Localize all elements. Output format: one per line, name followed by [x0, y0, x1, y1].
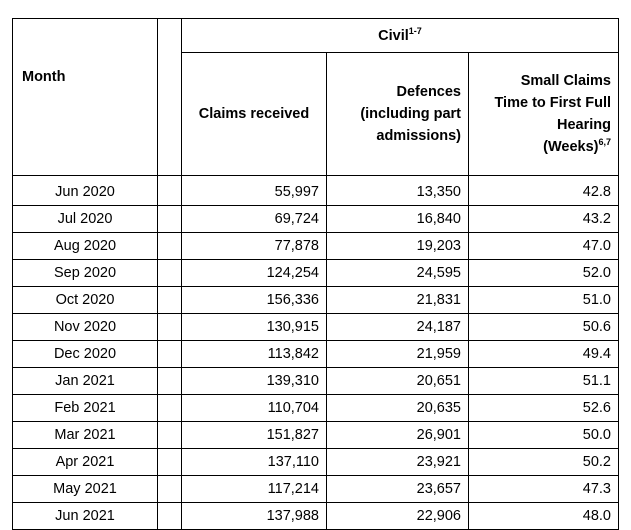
table-row — [13, 206, 619, 233]
table-row — [13, 449, 619, 476]
header-spacer — [158, 19, 182, 176]
cell-spacer — [158, 395, 182, 422]
cell-spacer — [158, 341, 182, 368]
header-small-line3: Hearing — [557, 117, 611, 133]
table-header — [13, 19, 619, 176]
cell-small-claims-weeks: 51.0 — [469, 287, 619, 314]
cell-spacer — [158, 287, 182, 314]
header-defences-line1: Defences — [396, 84, 461, 100]
cell-small-claims-weeks: 50.2 — [469, 449, 619, 476]
table-row — [13, 287, 619, 314]
cell-month: Aug 2020 — [13, 233, 158, 260]
header-civil-group — [182, 19, 619, 53]
cell-small-claims-weeks: 49.4 — [469, 341, 619, 368]
header-defences-line3: admissions) — [376, 128, 461, 144]
cell-month: Jun 2021 — [13, 503, 158, 530]
cell-month: Nov 2020 — [13, 314, 158, 341]
cell-month: Jan 2021 — [13, 368, 158, 395]
cell-month: Oct 2020 — [13, 287, 158, 314]
table-row — [13, 476, 619, 503]
cell-defences: 26,901 — [327, 422, 469, 449]
cell-small-claims-weeks: 42.8 — [469, 176, 619, 206]
table-row — [13, 422, 619, 449]
cell-spacer — [158, 233, 182, 260]
cell-defences: 13,350 — [327, 176, 469, 206]
cell-defences: 23,657 — [327, 476, 469, 503]
table-row — [13, 395, 619, 422]
cell-small-claims-weeks: 50.6 — [469, 314, 619, 341]
cell-spacer — [158, 260, 182, 287]
cell-claims: 110,704 — [182, 395, 327, 422]
cell-month: Dec 2020 — [13, 341, 158, 368]
cell-defences: 21,831 — [327, 287, 469, 314]
cell-month: Mar 2021 — [13, 422, 158, 449]
cell-defences: 21,959 — [327, 341, 469, 368]
cell-claims: 137,988 — [182, 503, 327, 530]
cell-claims: 117,214 — [182, 476, 327, 503]
cell-defences: 19,203 — [327, 233, 469, 260]
cell-defences: 24,595 — [327, 260, 469, 287]
header-small-claims — [469, 53, 619, 176]
cell-month: Sep 2020 — [13, 260, 158, 287]
cell-claims: 139,310 — [182, 368, 327, 395]
header-civil-sup: 1-7 — [408, 25, 422, 36]
cell-month: Feb 2021 — [13, 395, 158, 422]
cell-small-claims-weeks: 50.0 — [469, 422, 619, 449]
civil-statistics-table — [12, 18, 619, 530]
cell-small-claims-weeks: 52.6 — [469, 395, 619, 422]
cell-spacer — [158, 422, 182, 449]
cell-small-claims-weeks: 47.0 — [469, 233, 619, 260]
cell-month: Apr 2021 — [13, 449, 158, 476]
header-defences-line2: (including part — [360, 106, 461, 122]
cell-small-claims-weeks: 47.3 — [469, 476, 619, 503]
cell-month: May 2021 — [13, 476, 158, 503]
cell-defences: 16,840 — [327, 206, 469, 233]
cell-spacer — [158, 368, 182, 395]
table-row — [13, 503, 619, 530]
table-row — [13, 314, 619, 341]
cell-claims: 113,842 — [182, 341, 327, 368]
table-row — [13, 260, 619, 287]
header-small-line1: Small Claims — [520, 73, 611, 89]
header-small-sup: 6,7 — [598, 137, 611, 148]
table-row — [13, 368, 619, 395]
cell-spacer — [158, 314, 182, 341]
cell-claims: 137,110 — [182, 449, 327, 476]
cell-spacer — [158, 476, 182, 503]
cell-claims: 156,336 — [182, 287, 327, 314]
cell-defences: 20,651 — [327, 368, 469, 395]
header-claims-label: Claims received — [198, 106, 310, 122]
header-small-line2: Time to First Full — [494, 95, 611, 111]
cell-spacer — [158, 503, 182, 530]
cell-small-claims-weeks: 51.1 — [469, 368, 619, 395]
cell-small-claims-weeks: 43.2 — [469, 206, 619, 233]
header-civil-label: Civil — [378, 27, 409, 44]
cell-small-claims-weeks: 48.0 — [469, 503, 619, 530]
cell-claims: 77,878 — [182, 233, 327, 260]
cell-small-claims-weeks: 52.0 — [469, 260, 619, 287]
cell-defences: 22,906 — [327, 503, 469, 530]
cell-claims: 124,254 — [182, 260, 327, 287]
cell-claims: 130,915 — [182, 314, 327, 341]
header-row-group — [13, 19, 619, 53]
cell-claims: 55,997 — [182, 176, 327, 206]
header-claims — [182, 53, 327, 176]
header-month-label: Month — [22, 69, 66, 85]
cell-spacer — [158, 449, 182, 476]
table-row — [13, 176, 619, 206]
cell-defences: 23,921 — [327, 449, 469, 476]
cell-defences: 20,635 — [327, 395, 469, 422]
header-defences — [327, 53, 469, 176]
table-row — [13, 233, 619, 260]
header-month — [13, 19, 158, 176]
cell-spacer — [158, 176, 182, 206]
table-body — [13, 176, 619, 530]
cell-claims: 69,724 — [182, 206, 327, 233]
cell-defences: 24,187 — [327, 314, 469, 341]
cell-month: Jun 2020 — [13, 176, 158, 206]
civil-statistics-table-container — [12, 18, 619, 530]
cell-spacer — [158, 206, 182, 233]
cell-claims: 151,827 — [182, 422, 327, 449]
table-row — [13, 341, 619, 368]
cell-month: Jul 2020 — [13, 206, 158, 233]
header-small-line4: (Weeks) — [543, 139, 599, 155]
